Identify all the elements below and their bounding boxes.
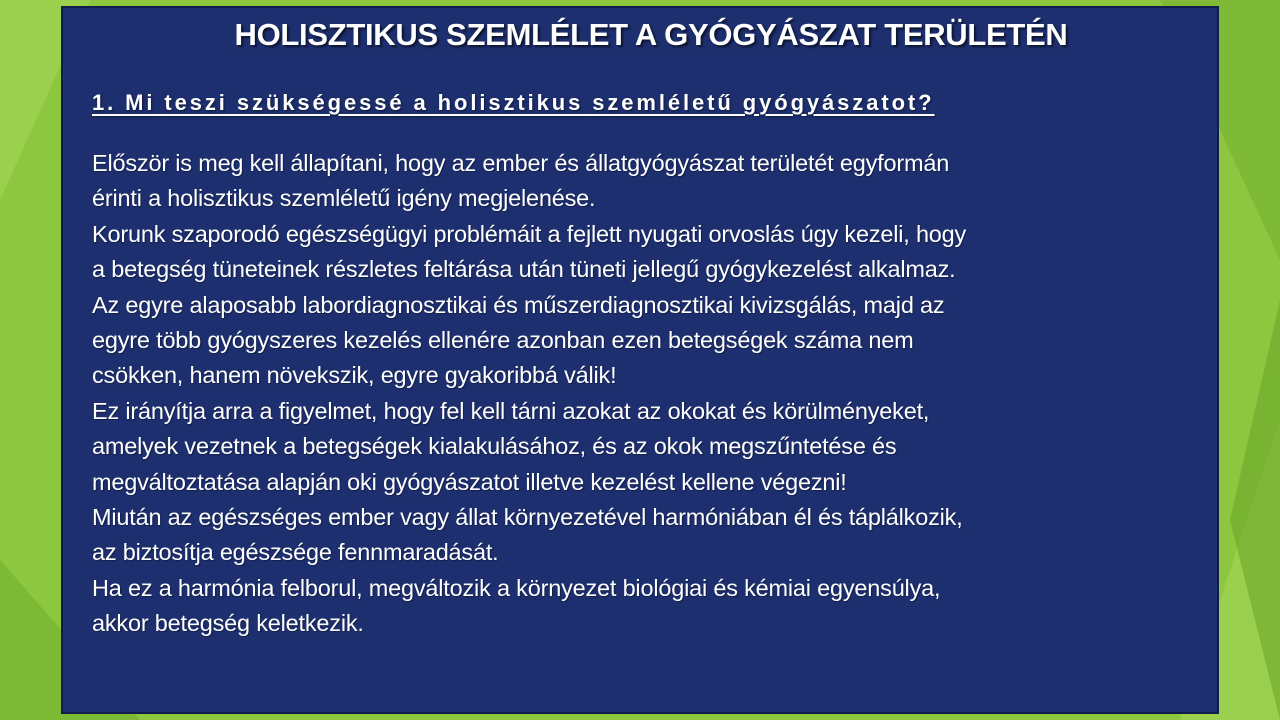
text-line: Ha ez a harmónia felborul, megváltozik a környezet biológiai és kémiai egyensúlya, xyxy=(92,574,941,601)
text-line: amelyek vezetnek a betegségek kialakulásához, és az okok megszűntetése és xyxy=(92,433,897,460)
section-heading: 1. Mi teszi szükségessé a holisztikus szemléletű gyógyászatot? xyxy=(92,90,935,115)
text-line: Ez irányítja arra a figyelmet, hogy fel kell tárni azokat az okokat és körülményeket, xyxy=(92,397,930,424)
text-line: az biztosítja egészsége fennmaradását. xyxy=(92,539,499,566)
text-line: megváltoztatása alapján oki gyógyászatot illetve kezelést kellene végezni! xyxy=(92,468,847,495)
text-line: Az egyre alaposabb labordiagnosztikai és műszerdiagnosztikai kivizsgálás, majd az xyxy=(92,291,945,318)
text-line: Miután az egészséges ember vagy állat környezetével harmóniában él és táplálkozik, xyxy=(92,504,963,531)
text-line: a betegség tüneteinek részletes feltárása után tüneti jellegű gyógykezelést alkalmaz. xyxy=(92,256,956,283)
text-line: Először is meg kell állapítani, hogy az ember és állatgyógyászat területét egyformán xyxy=(92,150,950,176)
text-line: érinti a holisztikus szemléletű igény megjelenése. xyxy=(92,185,596,212)
text-line: Korunk szaporodó egészségügyi problémáit a fejlett nyugati orvoslás úgy kezeli, hogy xyxy=(92,220,967,247)
slide-title: HOLISZTIKUS SZEMLÉLET A GYÓGYÁSZAT TERÜLETÉN xyxy=(234,17,1068,52)
text-line: egyre több gyógyszeres kezelés ellenére azonban ezen betegségek száma nem xyxy=(92,327,914,354)
body-text xyxy=(92,146,1202,642)
text-line: akkor betegség keletkezik. xyxy=(92,610,364,637)
text-line: csökken, hanem növekszik, egyre gyakoribbá válik! xyxy=(92,362,617,389)
